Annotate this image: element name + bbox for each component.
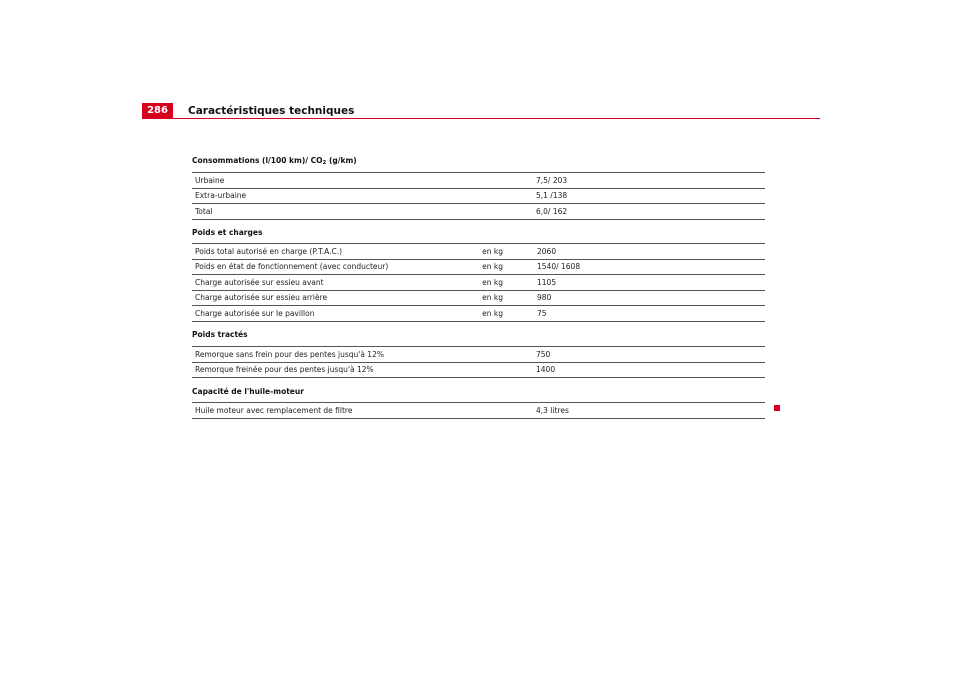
row-label: Urbaine [192, 173, 505, 189]
oil-table [192, 402, 765, 419]
page-title: Caractéristiques techniques [188, 105, 355, 117]
row-label: Huile moteur avec remplacement de filtre [192, 403, 505, 419]
oil-heading: Capacité de l'huile-moteur [192, 387, 304, 396]
row-value: 1540/ 1608 [534, 259, 765, 275]
row-unit: en kg [430, 306, 506, 322]
row-value: 2060 [534, 244, 765, 260]
row-label: Extra-urbaine [192, 188, 505, 204]
consumption-table [192, 172, 765, 220]
table-row [192, 173, 765, 189]
row-value: 1400 [533, 362, 765, 378]
towing-heading: Poids tractés [192, 330, 248, 339]
row-label: Remorque freinée pour des pentes jusqu'à 12% [192, 362, 505, 378]
row-unit: en kg [430, 275, 506, 291]
row-unit: en kg [430, 244, 506, 260]
consumption-heading-post: (g/km) [326, 156, 357, 165]
weights-heading: Poids et charges [192, 228, 263, 237]
row-label: Charge autorisée sur le pavillon [192, 306, 430, 322]
consumption-heading-pre: Consommations (l/100 km)/ CO [192, 156, 323, 165]
row-value: 4,3 litres [533, 403, 765, 419]
table-row [192, 188, 765, 204]
row-label: Charge autorisée sur essieu arrière [192, 290, 430, 306]
weights-table [192, 243, 765, 322]
table-row [192, 259, 765, 275]
towing-table [192, 346, 765, 378]
row-label: Total [192, 204, 505, 220]
row-label: Poids en état de fonctionnement (avec conducteur) [192, 259, 430, 275]
row-label: Poids total autorisé en charge (P.T.A.C.) [192, 244, 430, 260]
row-value: 7,5/ 203 [533, 173, 765, 189]
table-row [192, 275, 765, 291]
row-value: 980 [534, 290, 765, 306]
table-row [192, 306, 765, 322]
row-label: Charge autorisée sur essieu avant [192, 275, 430, 291]
row-value: 6,0/ 162 [533, 204, 765, 220]
table-row [192, 244, 765, 260]
table-row [192, 290, 765, 306]
row-value: 75 [534, 306, 765, 322]
table-row [192, 403, 765, 419]
consumption-heading-sub: 2 [322, 160, 327, 166]
table-row [192, 204, 765, 220]
table-row [192, 347, 765, 363]
header-divider [142, 118, 820, 119]
row-value: 5,1 /138 [533, 188, 765, 204]
page-number-badge: 286 [142, 103, 173, 119]
table-row [192, 362, 765, 378]
section-end-marker [774, 405, 780, 411]
row-value: 750 [533, 347, 765, 363]
row-unit: en kg [430, 259, 506, 275]
row-value: 1105 [534, 275, 765, 291]
row-label: Remorque sans frein pour des pentes jusqu'à 12% [192, 347, 505, 363]
row-unit: en kg [430, 290, 506, 306]
consumption-heading [192, 156, 357, 166]
